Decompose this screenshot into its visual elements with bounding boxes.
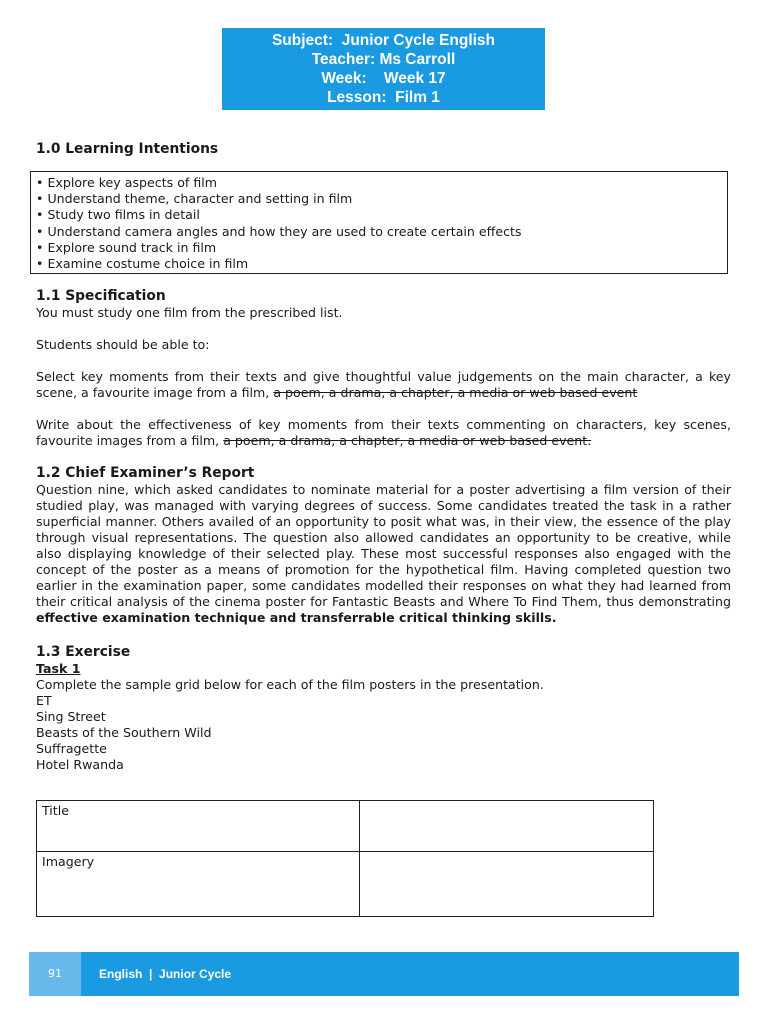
grid-cell-title[interactable] bbox=[360, 801, 654, 852]
report-bold-text: effective examination technique and transferrable critical thinking skills. bbox=[36, 610, 557, 626]
intention-item: • Understand camera angles and how they are used to create certain effects bbox=[36, 224, 727, 240]
page-number: 91 bbox=[29, 952, 81, 996]
footer-bar bbox=[29, 952, 739, 996]
poster-grid bbox=[36, 800, 654, 917]
intention-item: • Explore key aspects of film bbox=[36, 175, 727, 191]
teacher-line: Teacher: Ms Carroll bbox=[311, 51, 456, 68]
intention-item: • Explore sound track in film bbox=[36, 240, 727, 256]
film-item: Sing Street bbox=[36, 709, 106, 725]
lesson-line: Lesson: Film 1 bbox=[327, 89, 440, 106]
film-item: ET bbox=[36, 693, 52, 709]
exercise-instruction: Complete the sample grid below for each of the film posters in the presentation. bbox=[36, 677, 544, 693]
grid-label-title: Title bbox=[37, 801, 360, 852]
header-box bbox=[222, 28, 545, 110]
learning-intentions-heading: 1.0 Learning Intentions bbox=[36, 141, 219, 157]
learning-intentions-box bbox=[30, 171, 728, 274]
specification-para2: Write about the effectiveness of key moments from their texts commenting on characters, key scenes, favourite images from a film, a poem, a drama, a chapter, a media or web based event. bbox=[36, 417, 731, 449]
task-title: Task 1 bbox=[36, 661, 81, 677]
specification-heading: 1.1 Specification bbox=[36, 288, 166, 305]
film-item: Hotel Rwanda bbox=[36, 757, 124, 773]
struck-text: a poem, a drama, a chapter, a media or web based event bbox=[273, 385, 638, 401]
report-heading: 1.2 Chief Examiner’s Report bbox=[36, 465, 255, 482]
film-item: Beasts of the Southern Wild bbox=[36, 725, 212, 741]
footer-title: English | Junior Cycle bbox=[99, 967, 232, 981]
grid-cell-imagery[interactable] bbox=[360, 852, 654, 917]
intention-item: • Understand theme, character and setting in film bbox=[36, 191, 727, 207]
specification-line1: You must study one film from the prescribed list. bbox=[36, 305, 343, 321]
exercise-heading: 1.3 Exercise bbox=[36, 644, 131, 661]
specification-para1: Select key moments from their texts and give thoughtful value judgements on the main character, a key scene, a favourite image from a film, a poem, a drama, a chapter, a media or web based event bbox=[36, 369, 731, 401]
intention-item: • Study two films in detail bbox=[36, 207, 727, 223]
week-line: Week: Week 17 bbox=[321, 70, 446, 87]
specification-line2: Students should be able to: bbox=[36, 337, 210, 353]
struck-text: a poem, a drama, a chapter, a media or web based event. bbox=[223, 433, 592, 449]
film-item: Suffragette bbox=[36, 741, 107, 757]
document-body bbox=[36, 140, 731, 773]
subject-line: Subject: Junior Cycle English bbox=[271, 32, 496, 49]
grid-label-imagery: Imagery bbox=[37, 852, 360, 917]
report-body: Question nine, which asked candidates to nominate material for a poster advertising a film version of their studied play, was managed with varying degrees of success. Some candidates treated the task in a rather superficial manner. Others availed of an opportunity to posit what was, in their view, the essence of the play through visual representations. The question also allowed candidates an opportunity to be creative, while also displaying knowledge of their selected play. These most successful responses also engaged with the concept of the poster as a means of promotion for the hypothetical film. Having completed question two earlier in the examination paper, some candidates modelled their responses on what they had learned from their critical analysis of the cinema poster for Fantastic Beasts and Where To Find Them, thus demonstrating effective examination technique and transferrable critical thinking skills. bbox=[36, 482, 731, 626]
intention-item: • Examine costume choice in film bbox=[36, 256, 727, 272]
